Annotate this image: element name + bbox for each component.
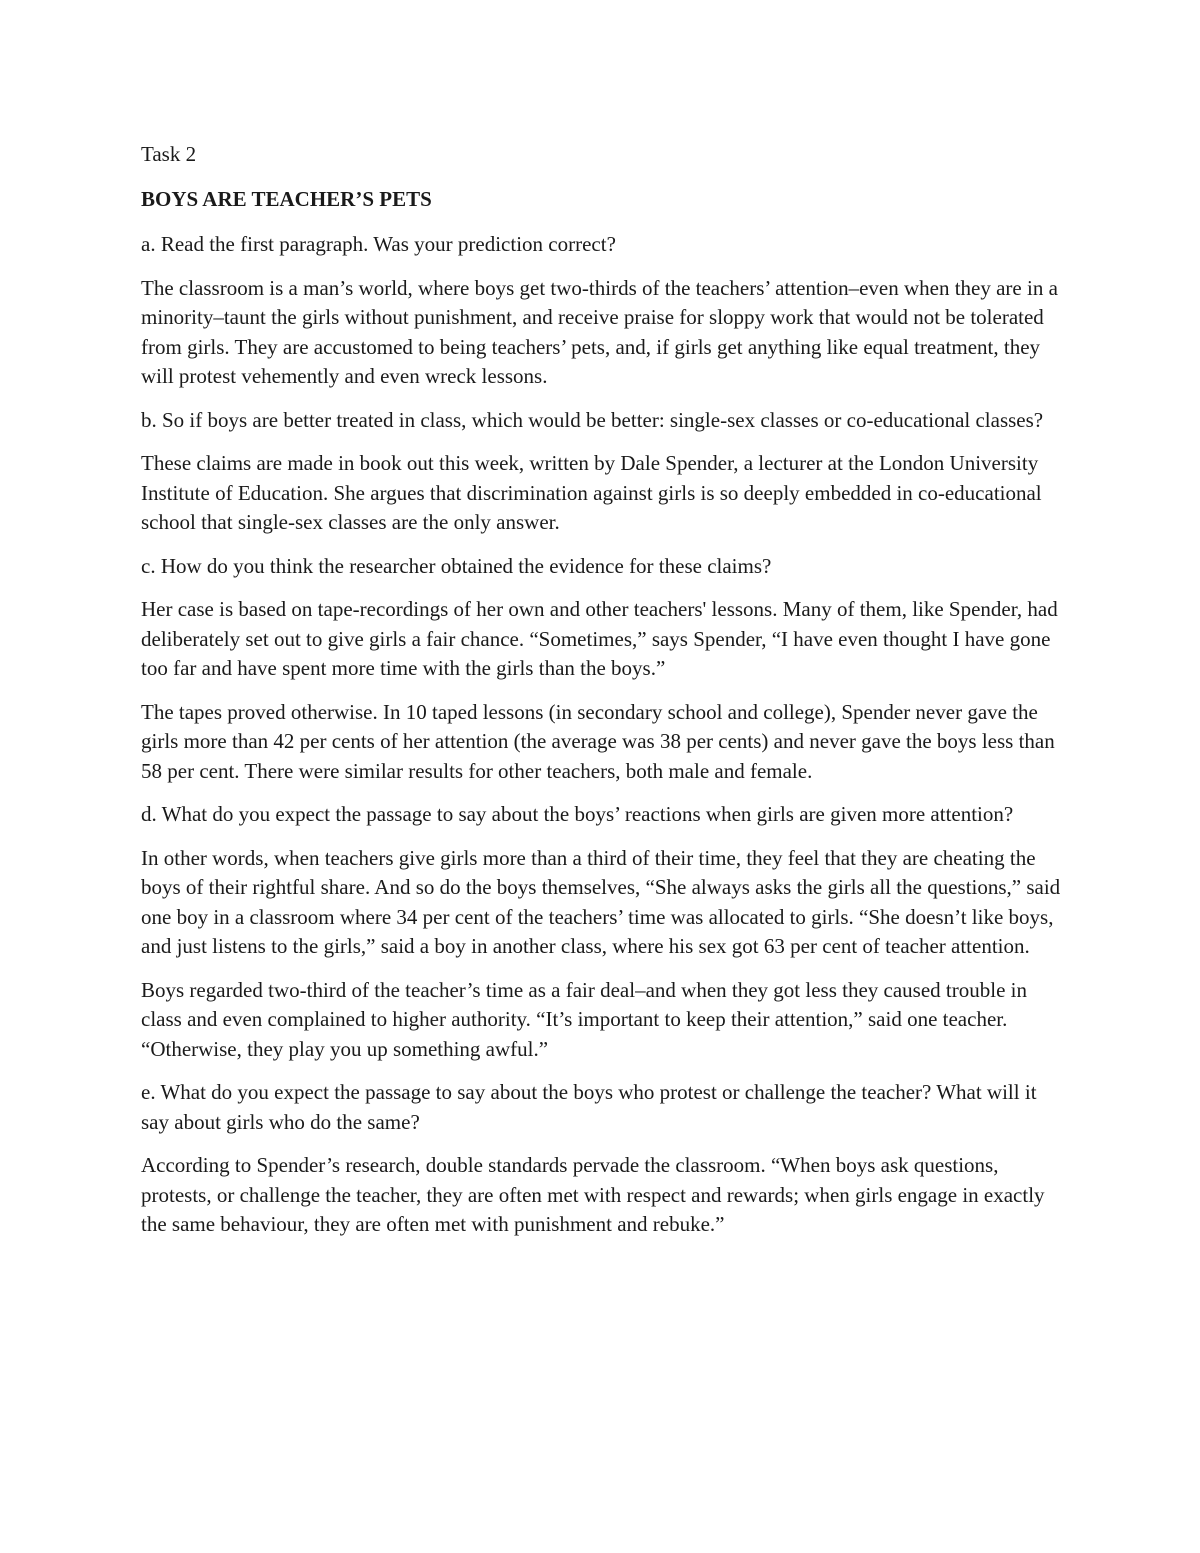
paragraph: The tapes proved otherwise. In 10 taped lessons (in secondary school and college), Spender never gave the girls more than 42 per cents of her attention (the average was 38 per cents) and never gave the boys less than 58 per cent. There were similar results for other teachers, both male and female.	[141, 699, 1055, 783]
paragraph: In other words, when teachers give girls more than a third of their time, they feel that they are cheating the boys of their rightful share. And so do the boys themselves, “She always asks the girls all the questions,” said one boy in a classroom where 34 per cent of the teachers’ time was allocated to girls. “She doesn’t like boys, and just listens to the girls,” said a boy in another class, where his sex got 63 per cent of teacher attention.	[141, 845, 1061, 958]
task-label: Task 2	[141, 142, 197, 166]
question-b: b. So if boys are better treated in class, which would be better: single-sex classes or co-educational classes?	[141, 407, 1044, 432]
paragraph: The classroom is a man’s world, where boys get two-thirds of the teachers’ attention–even when they are in a minority–taunt the girls without punishment, and receive praise for sloppy work that would not be tolerated from girls. They are accustomed to being teachers’ pets, and, if girls get anything like equal treatment, they will protest vehemently and even wreck lessons.	[141, 275, 1058, 388]
paragraph: These claims are made in book out this week, written by Dale Spender, a lecturer at the London University Institute of Education. She argues that discrimination against girls is so deeply embedded in co-educational school that single-sex classes are the only answer.	[141, 451, 1042, 534]
paragraph: Boys regarded two-third of the teacher’s time as a fair deal–and when they got less they caused trouble in class and even complained to higher authority. “It’s important to keep their attention,” said one teacher. “Otherwise, they play you up something awful.”	[141, 977, 1027, 1061]
question-a: a. Read the first paragraph. Was your prediction correct?	[141, 232, 616, 256]
document-title: BOYS ARE TEACHER’S PETS	[141, 186, 432, 211]
question-c: c. How do you think the researcher obtained the evidence for these claims?	[141, 553, 772, 578]
document-page	[141, 140, 1066, 1254]
question-d: d. What do you expect the passage to say about the boys’ reactions when girls are given more attention?	[141, 802, 1014, 826]
question-e: e. What do you expect the passage to say about the boys who protest or challenge the teacher? What will it say about girls who do the same?	[141, 1080, 1037, 1134]
paragraph: Her case is based on tape-recordings of her own and other teachers' lessons. Many of them, like Spender, had deliberately set out to give girls a fair chance. “Sometimes,” says Spender, “I have even thought I have gone too far and have spent more time with the girls than the boys.”	[141, 597, 1058, 680]
paragraph: According to Spender’s research, double standards pervade the classroom. “When boys ask questions, protests, or challenge the teacher, they are often met with respect and rewards; when girls engage in exactly the same behaviour, they are often met with punishment and rebuke.”	[141, 1153, 1045, 1236]
